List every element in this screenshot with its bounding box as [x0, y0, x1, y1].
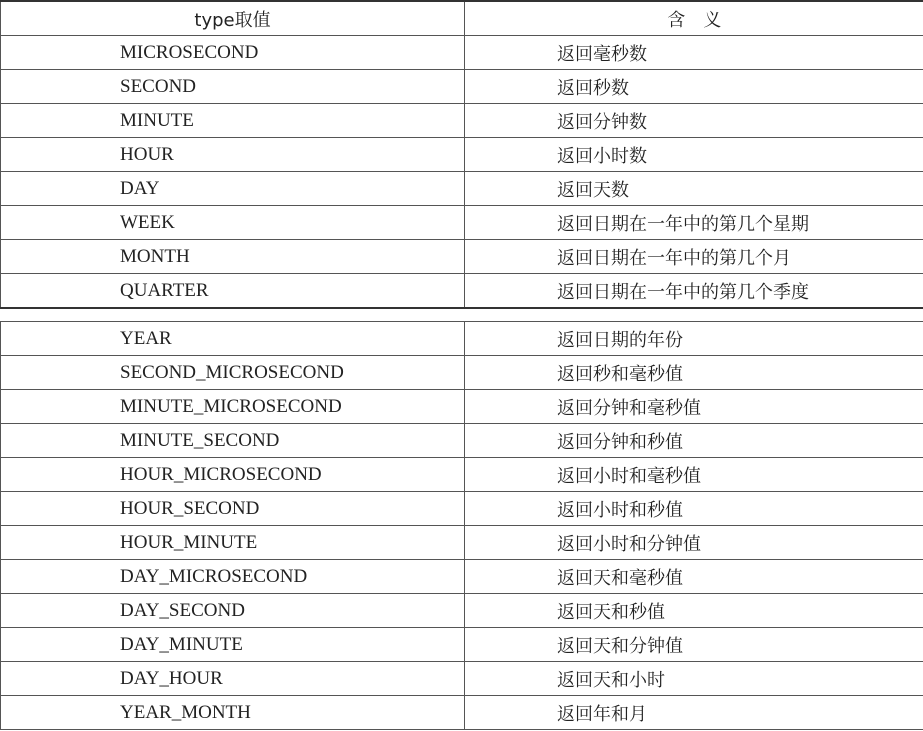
table-row: [1, 390, 923, 424]
table-header-row: [1, 1, 923, 36]
table-row: [1, 104, 923, 138]
meaning-cell: 返回日期在一年中的第几个季度: [465, 274, 923, 309]
meaning-cell: 返回小时和毫秒值: [465, 458, 923, 492]
meaning-cell: 返回小时和秒值: [465, 492, 923, 526]
meaning-cell: 返回天和分钟值: [465, 628, 923, 662]
type-table-part1: [0, 0, 923, 309]
table-row: [1, 36, 923, 70]
table-row: [1, 594, 923, 628]
table-row: [1, 138, 923, 172]
table-row: [1, 696, 923, 730]
table-row: [1, 526, 923, 560]
table-row: [1, 172, 923, 206]
header-type: type取值: [1, 1, 465, 36]
header-meaning: 含 义: [465, 1, 923, 36]
meaning-cell: 返回日期在一年中的第几个星期: [465, 206, 923, 240]
meaning-cell: 返回日期在一年中的第几个月: [465, 240, 923, 274]
type-cell: HOUR: [1, 138, 465, 172]
table-row: [1, 424, 923, 458]
meaning-cell: 返回分钟和毫秒值: [465, 390, 923, 424]
table-row: [1, 240, 923, 274]
meaning-cell: 返回秒数: [465, 70, 923, 104]
meaning-cell: 返回分钟数: [465, 104, 923, 138]
meaning-cell: 返回分钟和秒值: [465, 424, 923, 458]
table-row: [1, 356, 923, 390]
type-cell: DAY_HOUR: [1, 662, 465, 696]
meaning-cell: 返回小时数: [465, 138, 923, 172]
type-cell: DAY: [1, 172, 465, 206]
table-row: [1, 70, 923, 104]
table-row: [1, 274, 923, 309]
type-table-part2: [0, 321, 923, 730]
type-cell: SECOND_MICROSECOND: [1, 356, 465, 390]
type-cell: YEAR: [1, 322, 465, 356]
type-cell: DAY_MINUTE: [1, 628, 465, 662]
meaning-cell: 返回天和小时: [465, 662, 923, 696]
meaning-cell: 返回毫秒数: [465, 36, 923, 70]
meaning-cell: 返回年和月: [465, 696, 923, 730]
meaning-cell: 返回天和毫秒值: [465, 560, 923, 594]
type-cell: WEEK: [1, 206, 465, 240]
type-cell: SECOND: [1, 70, 465, 104]
table-row: [1, 492, 923, 526]
table-row: [1, 322, 923, 356]
meaning-cell: 返回天数: [465, 172, 923, 206]
type-cell: DAY_SECOND: [1, 594, 465, 628]
meaning-cell: 返回日期的年份: [465, 322, 923, 356]
type-cell: HOUR_MINUTE: [1, 526, 465, 560]
meaning-cell: 返回小时和分钟值: [465, 526, 923, 560]
type-cell: MINUTE_MICROSECOND: [1, 390, 465, 424]
type-cell: MINUTE_SECOND: [1, 424, 465, 458]
table-row: [1, 628, 923, 662]
meaning-cell: 返回秒和毫秒值: [465, 356, 923, 390]
type-cell: MICROSECOND: [1, 36, 465, 70]
type-cell: DAY_MICROSECOND: [1, 560, 465, 594]
type-cell: MONTH: [1, 240, 465, 274]
type-cell: YEAR_MONTH: [1, 696, 465, 730]
table-row: [1, 458, 923, 492]
table-row: [1, 560, 923, 594]
table-row: [1, 662, 923, 696]
type-cell: HOUR_MICROSECOND: [1, 458, 465, 492]
type-cell: QUARTER: [1, 274, 465, 309]
type-cell: MINUTE: [1, 104, 465, 138]
table-row: [1, 206, 923, 240]
meaning-cell: 返回天和秒值: [465, 594, 923, 628]
type-cell: HOUR_SECOND: [1, 492, 465, 526]
